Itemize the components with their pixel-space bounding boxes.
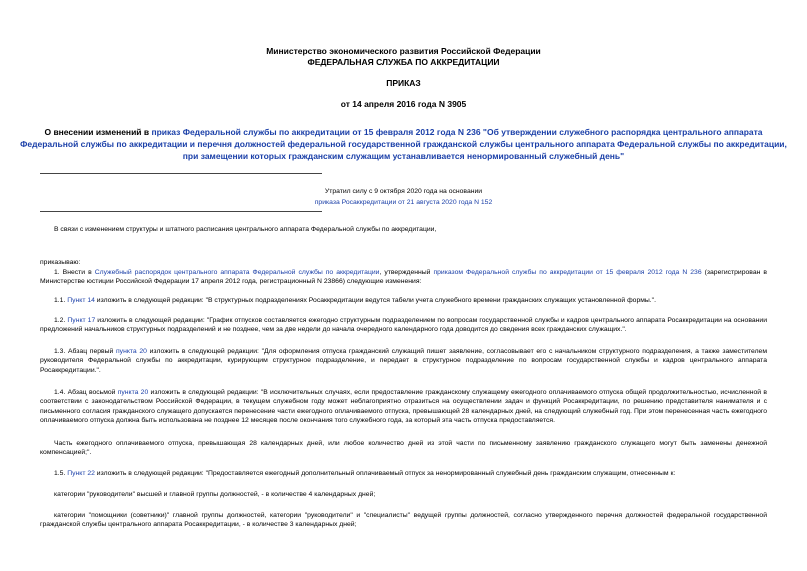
title-prefix: О внесении изменений в [44,127,152,137]
p11-text-b: изложить в следующей редакции: "В структурных подразделениях Росаккредитации ведутся табели учета служебного времени гражданских служащих установленной формы.". [94,297,656,304]
doc-type: ПРИКАЗ [386,78,421,88]
doc-date-number: от 14 апреля 2016 года N 3905 [340,99,467,109]
paragraph-1 [40,268,767,287]
paragraph-1-1 [40,296,767,305]
p1-text-c: (зарегистрирован в Министерстве юстиции Российской Федерации 17 апреля 2012 года, регистрационный N 23866) следующие изменения: [40,269,767,286]
p13-text-b: изложить в следующей редакции: "Для оформления отпуска гражданский служащий пишет заявление, согласовывает его с начальником структурного подразделения, а также заместителем руководителя Федеральной службы по аккредитации, курирующим структурное подразделение, и передает в структурное подразделение по вопросам государственной службы и кадров центрального аппарата Росаккредитации.". [40,348,767,374]
paragraph-1-4-continuation: Часть ежегодного оплачиваемого отпуска, превышающая 28 календарных дней, или любое количество дней из этой части по письменному заявлению гражданского служащего могут быть заменены денежной компенсацией;". [40,440,767,457]
p15-text-b: изложить в следующей редакции: "Предоставляется ежегодный дополнительный оплачиваемый отпуск за ненормированный служебный день гражданским служащим, отнесенным к: [94,470,676,477]
bottom-divider [40,211,322,212]
repeal-note-line2 [0,197,807,208]
p14-text-b: изложить в следующей редакции: "В исключительных случаях, если предоставление гражданскому служащему ежегодного оплачиваемого отпуска общей продолжительностью, исчисленной в соответствии с законодательством Российской Федерации, в текущем служебном году может неблагоприятно отразиться на осуществлении задач и функций Росаккредитации, по решению представителя нанимателя и с письменного согласия гражданского служащего допускается перенесение части ежегодного оплачиваемого отпуска, превышающей 28 календарных дней, на следующий служебный год. При этом перенесенная часть ежегодного оплачиваемого отпуска должна быть использована не позднее 12 месяцев после окончания того служебного года, за который эта часть отпуска предоставляется. [40,389,767,425]
item-14-link[interactable]: Пункт 14 [67,297,95,304]
item-20-link-b[interactable]: пункта 20 [117,389,149,396]
paragraph-1-3 [40,347,767,375]
paragraph-1-5 [40,469,767,478]
order-word: приказываю: [40,259,81,266]
item-20-link-a[interactable]: пункта 20 [115,348,147,355]
intro-paragraph: В связи с изменением структуры и штатного расписания центрального аппарата Федеральной службы по аккредитации, [54,226,437,233]
repeal-note-line1: Утратил силу с 9 октября 2020 года на основании [324,188,483,195]
paragraph-1-5-item-2: категории "помощники (советники)" главной группы должностей, категории "руководители" и "специалисты" ведущей группы должностей, согласно утвержденного перечня должностей федеральной государственной гражданской службы центрального аппарата Росаккредитации, - в количестве 3 календарных дней; [40,512,767,529]
ministry-name: Министерство экономического развития Российской Федерации [266,46,541,56]
top-divider [40,173,322,174]
service-regulations-link[interactable]: Служебный распорядок центрального аппарата Федеральной службы по аккредитации [94,269,380,276]
paragraph-1-4 [40,388,767,426]
p11-text-a: 1.1. [54,297,68,304]
p13-text-a: 1.3. Абзац первый [54,348,116,355]
p14-text-a: 1.4. Абзац восьмой [54,389,118,396]
p15-text-a: 1.5. [54,470,68,477]
paragraph-1-2 [40,316,767,335]
service-name: ФЕДЕРАЛЬНАЯ СЛУЖБА ПО АККРЕДИТАЦИИ [307,57,500,67]
item-22-link[interactable]: Пункт 22 [67,470,95,477]
title-order-link[interactable]: приказ Федеральной службы по аккредитации от 15 февраля 2012 года N 236 "Об утверждении служебного распорядка центрального аппарата Федеральной службы по аккредитации и перечня должностей федеральной государственной гражданской службы центрального аппарата Федеральной службы по аккредитации, при замещении которых гражданским служащим устанавливается ненормированный служебный день" [20,127,787,161]
p12-text-a: 1.2. [54,317,68,324]
order-236-link[interactable]: приказом Федеральной службы по аккредитации от 15 февраля 2012 года N 236 [433,269,702,276]
repeal-order-link[interactable]: приказа Росаккредитации от 21 августа 2020 года N 152 [314,199,493,206]
p1-text-b: , утвержденный [379,269,434,276]
item-17-link[interactable]: Пункт 17 [67,317,96,324]
p1-text-a: 1. Внести в [54,269,95,276]
doc-title [20,126,787,162]
paragraph-1-5-item-1: категории "руководители" высшей и главной группы должностей, - в количестве 4 календарных дней; [54,491,376,498]
p12-text-b: изложить в следующей редакции: "График отпусков составляется ежегодно структурным подразделением по вопросам государственной службы и кадров центрального аппарата Росаккредитации на основании предложений начальников структурных подразделений и не позднее, чем за две недели до начала очередного календарного года доводится до сведения всех гражданских служащих.". [40,317,767,334]
